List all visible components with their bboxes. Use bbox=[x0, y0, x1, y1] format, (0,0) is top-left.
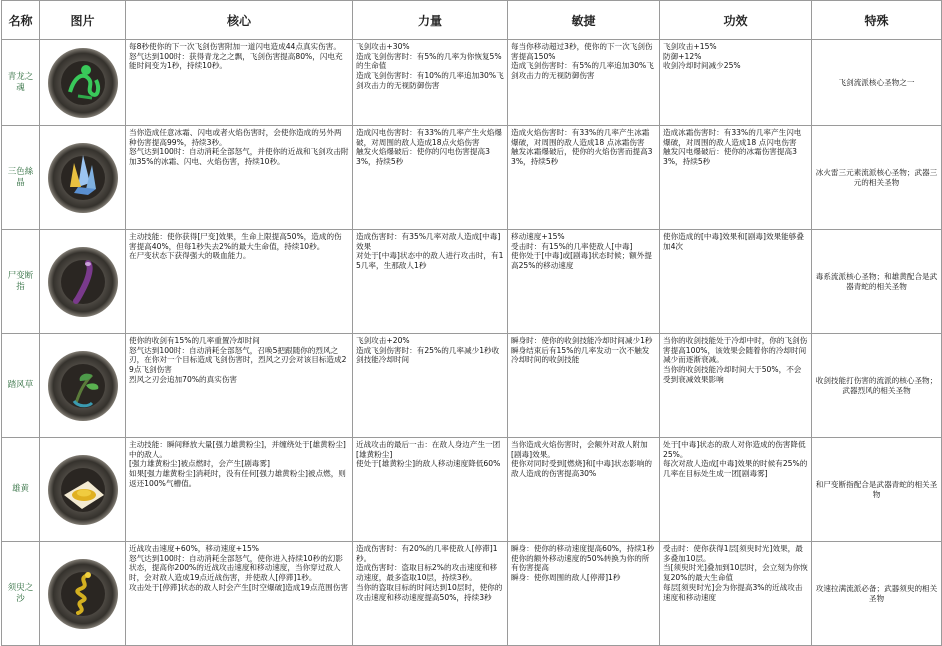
relic-agility: 瞬身：使你的移动速度提高60%，持续1秒 使你的额外移动速度的50%转换为你的所有伤害提高 瞬身：使你周围的敌人[停滞]1秒 bbox=[508, 542, 660, 646]
relic-effect: 飞剑攻击+15% 防御+12% 收剑冷却时间减少25% bbox=[660, 40, 812, 126]
relic-strength: 造成伤害时：有20%的几率使敌人[停滞]1秒。 造成伤害时：盗取目标2%的攻击速度和移动速度，最多盗取10层，持续3秒。 当你的盗取目标的时间达到10层时，使你的攻击速度和移动速度提高50%，持续3秒 bbox=[353, 542, 508, 646]
severed-finger-icon bbox=[48, 247, 118, 317]
relic-agility: 每当你移动超过3秒，使你的下一次飞剑伤害提高150% 造成飞剑伤害时：有5%的几率追加30%飞剑攻击力的无视防御伤害 bbox=[508, 40, 660, 126]
relic-effect: 使你造成的[中毒]效果和[剧毒]效果能够叠加4次 bbox=[660, 230, 812, 334]
header-core: 核心 bbox=[126, 1, 353, 40]
table-row bbox=[2, 334, 942, 438]
relic-core: 主动技能：使你获得[尸变]效果，生命上限提高50%，造成的伤害提高40%，但每1秒失去2%的最大生命值，持续10秒。 在尸变状态下获得强大的吸血能力。 bbox=[126, 230, 353, 334]
header-name: 名称 bbox=[2, 1, 40, 40]
relic-agility: 移动速度+15% 受击时：有15%的几率使敌人[中毒] 使你处于[中毒]或[剧毒]状态时候；额外提高25%的移动速度 bbox=[508, 230, 660, 334]
relic-agility: 造成火焰伤害时：有33%的几率产生冰霜爆破，对周围的敌人造成18 点冰霜伤害 触发冰霜爆破后，使你的火焰伤害而提高33%，持续5秒 bbox=[508, 126, 660, 230]
realgar-powder-icon bbox=[48, 455, 118, 525]
relic-core: 当你造成任意冰霜、闪电或者火焰伤害时，会使你造成的另外两种伤害提高99%，持续3秒。 怒气达到100时：自动消耗全部怒气，并使你的近战和飞剑攻击附加35%的冰霜、闪电、火焰伤害，持续10秒。 bbox=[126, 126, 353, 230]
relic-special: 冰火雷三元素流派核心圣物；武器三元的相关圣物 bbox=[812, 126, 942, 230]
relic-strength: 造成伤害时：有35%几率对敌人造成[中毒]效果 对处于[中毒]状态中的敌人进行攻击时，有15几率，生那敌人1秒 bbox=[353, 230, 508, 334]
relic-core: 使你的收剑有15%的几率重置冷却时间 怒气达到100时：自动消耗全部怒气，召唤5把跟随你的烈风之刃，在你对一个目标造成飞剑伤害时，烈风之刃会对该目标造成29点飞剑伤害 烈风之刃会追加70%的真实伤害 bbox=[126, 334, 353, 438]
relic-name: 须臾之沙 bbox=[2, 542, 40, 646]
sand-of-moment-icon bbox=[48, 559, 118, 629]
header-row bbox=[2, 1, 942, 40]
relic-effect: 处于[中毒]状态的敌人对你造成的伤害降低25%。 每次对敌人造成[中毒]效果的时候有25%的几率在目标处生成一团[剧毒雾] bbox=[660, 438, 812, 542]
relic-special: 飞剑流派核心圣物之一 bbox=[812, 40, 942, 126]
relic-strength: 造成闪电伤害时：有33%的几率产生火焰爆破，对周围的敌人造成18点火焰伤害 触发火焰爆破后：使你的闪电伤害提高33%，持续5秒 bbox=[353, 126, 508, 230]
table-row bbox=[2, 40, 942, 126]
relic-strength: 近战攻击的最后一击：在敌人身边产生一团[雄黄粉尘] 使处于[雄黄粉尘]的敌人移动速度降低60% bbox=[353, 438, 508, 542]
relic-name: 踏风草 bbox=[2, 334, 40, 438]
header-effect: 功效 bbox=[660, 1, 812, 40]
header-agility: 敏捷 bbox=[508, 1, 660, 40]
relic-core: 每8秒使你的下一次飞剑伤害附加一道闪电造成44点真实伤害。 怒气达到100时：获得青龙之之飘，飞剑伤害提高80%，闪电充能时间变为1秒，持续10秒。 bbox=[126, 40, 353, 126]
windstep-herb-icon bbox=[48, 351, 118, 421]
relic-core: 近战攻击速度+60%，移动速度+15% 怒气达到100时：自动消耗全部怒气，使你进入持续10秒的幻影状态，提高你200%的近战攻击速度和移动速度，当你穿过敌人时，会对敌人造成19点近战伤害，并使敌人[停滞]1秒。 攻击处于[停滞]状态的敌人时会产生[时空爆破]造成19点范围伤害 bbox=[126, 542, 353, 646]
relic-effect: 受击时：使你获得1层[须臾时光]效果，最多叠加10层。 当[须臾时光]叠加到10层时，会立刻为你恢复20%的最大生命值 每层[须臾时光]会为你提高3%的近战攻击速度和移动速度 bbox=[660, 542, 812, 646]
relic-special: 和尸变断指配合是武器青蛇的相关圣物 bbox=[812, 438, 942, 542]
relic-name: 三色絲晶 bbox=[2, 126, 40, 230]
table-row bbox=[2, 230, 942, 334]
tricolor-crystal-icon bbox=[48, 143, 118, 213]
relic-strength: 飞剑攻击+30% 造成飞剑伤害时：有5%的几率为你恢复5%的生命值 造成飞剑伤害时：有10%的几率追加30%飞剑攻击力的无视防御伤害 bbox=[353, 40, 508, 126]
relic-table bbox=[1, 0, 942, 646]
relic-strength: 飞剑攻击+20% 造成飞剑伤害时：有25%的几率减少1秒收剑技能冷却时间 bbox=[353, 334, 508, 438]
relic-effect: 当你的收剑技能处于冷却中时，你的飞剑伤害提高100%，该效果会随着你的冷却时间减少而逐渐衰减。 当你的收剑技能冷却时间大于50%，不会受到衰减效果影响 bbox=[660, 334, 812, 438]
green-dragon-icon bbox=[48, 48, 118, 118]
header-special: 特殊 bbox=[812, 1, 942, 40]
relic-agility: 当你造成火焰伤害时，会额外对敌人附加[剧毒]效果。 使你对同时受到[燃烧]和[中毒]状态影响的敌人造成的伤害提高30% bbox=[508, 438, 660, 542]
table-row bbox=[2, 542, 942, 646]
relic-name: 青龙之魂 bbox=[2, 40, 40, 126]
relic-special: 毒系流派核心圣物；和雄黄配合是武器青蛇的相关圣物 bbox=[812, 230, 942, 334]
relic-special: 收剑技能打伤害的流派的核心圣物；武器烈风的相关圣物 bbox=[812, 334, 942, 438]
relic-effect: 造成冰霜伤害时：有33%的几率产生闪电爆破，对周围的敌人造成18 点闪电伤害 触发闪电爆破后：使你的冰霜伤害提高33%，持续5秒 bbox=[660, 126, 812, 230]
header-strength: 力量 bbox=[353, 1, 508, 40]
table-row bbox=[2, 438, 942, 542]
relic-name: 尸变断指 bbox=[2, 230, 40, 334]
relic-agility: 瞬身时：使你的收剑技能冷却时间减少1秒 瞬身结束后有15%的几率发动一次不触发冷却时间的收剑技能 bbox=[508, 334, 660, 438]
relic-core: 主动技能：瞬间释放大量[强力雄黄粉尘]，并缠绕处于[雄黄粉尘]中的敌人。 [强力雄黄粉尘]被点燃时，会产生[剧毒雾] 如果[强力雄黄粉尘]消耗时，没有任何[强力雄黄粉尘]被点燃，则返还100%气槽值。 bbox=[126, 438, 353, 542]
table-row bbox=[2, 126, 942, 230]
relic-special: 攻速拉满流派必备；武器须臾的相关圣物 bbox=[812, 542, 942, 646]
header-picture: 图片 bbox=[40, 1, 126, 40]
relic-name: 雄黄 bbox=[2, 438, 40, 542]
